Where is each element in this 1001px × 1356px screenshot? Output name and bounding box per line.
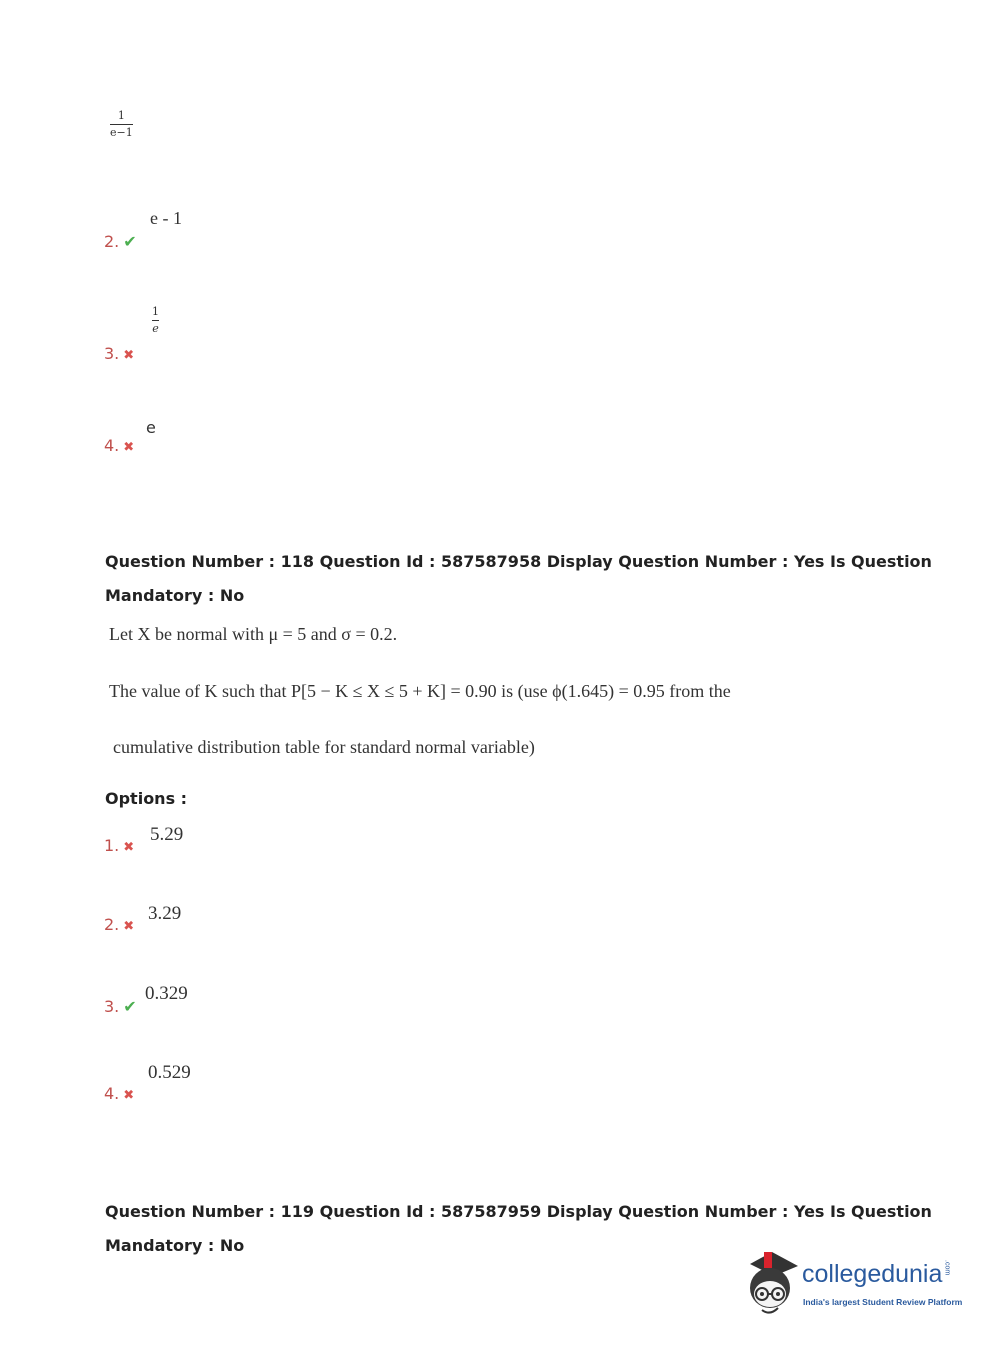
option-value: 0.329 bbox=[145, 983, 188, 1004]
option-number: 2. bbox=[104, 915, 120, 934]
fraction: 1 e bbox=[152, 305, 159, 335]
question-118-header: Question Number : 118 Question Id : 587587958 Display Question Number : Yes Is Question Mandatory : No bbox=[105, 552, 932, 605]
cross-icon: ✖ bbox=[123, 1088, 135, 1103]
options-label: Options : bbox=[105, 789, 188, 808]
option-value: 0.529 bbox=[148, 1062, 191, 1083]
logo-tagline: India's largest Student Review Platform bbox=[803, 1297, 963, 1307]
logo-wordmark: collegedunia.com bbox=[802, 1260, 951, 1288]
check-icon: ✔ bbox=[123, 997, 137, 1016]
cross-icon: ✖ bbox=[123, 440, 135, 455]
option-number: 1. bbox=[104, 836, 120, 855]
fraction: $\frac{1}{e-1}$ bbox=[110, 109, 133, 139]
cross-icon: ✖ bbox=[123, 919, 135, 934]
cross-icon: ✖ bbox=[123, 348, 135, 363]
check-icon: ✔ bbox=[123, 232, 137, 251]
option-number: 3. bbox=[104, 344, 120, 363]
question-118-stem-line3: cumulative distribution table for standard normal variable) bbox=[113, 737, 535, 757]
question-118-stem-line2: The value of K such that P[5 − K ≤ X ≤ 5 + K] = 0.90 is (use ϕ(1.645) = 0.95 from the bbox=[109, 681, 731, 701]
prev-option-1 bbox=[110, 104, 133, 139]
question-118-stem-line1: Let X be normal with μ = 5 and σ = 0.2. bbox=[109, 624, 398, 644]
mascot-icon bbox=[742, 1250, 802, 1320]
option-number: 2. bbox=[104, 232, 120, 251]
option-value: e - 1 bbox=[150, 208, 182, 228]
option-value: e bbox=[146, 418, 156, 437]
question-119-header: Question Number : 119 Question Id : 587587959 Display Question Number : Yes Is Question Mandatory : No bbox=[105, 1202, 932, 1255]
option-number: 4. bbox=[104, 436, 120, 455]
option-number: 3. bbox=[104, 997, 120, 1016]
cross-icon: ✖ bbox=[123, 840, 135, 855]
collegedunia-logo bbox=[742, 1250, 972, 1320]
option-number: 4. bbox=[104, 1084, 120, 1103]
option-value: 3.29 bbox=[148, 903, 182, 924]
option-value: 5.29 bbox=[150, 824, 184, 845]
